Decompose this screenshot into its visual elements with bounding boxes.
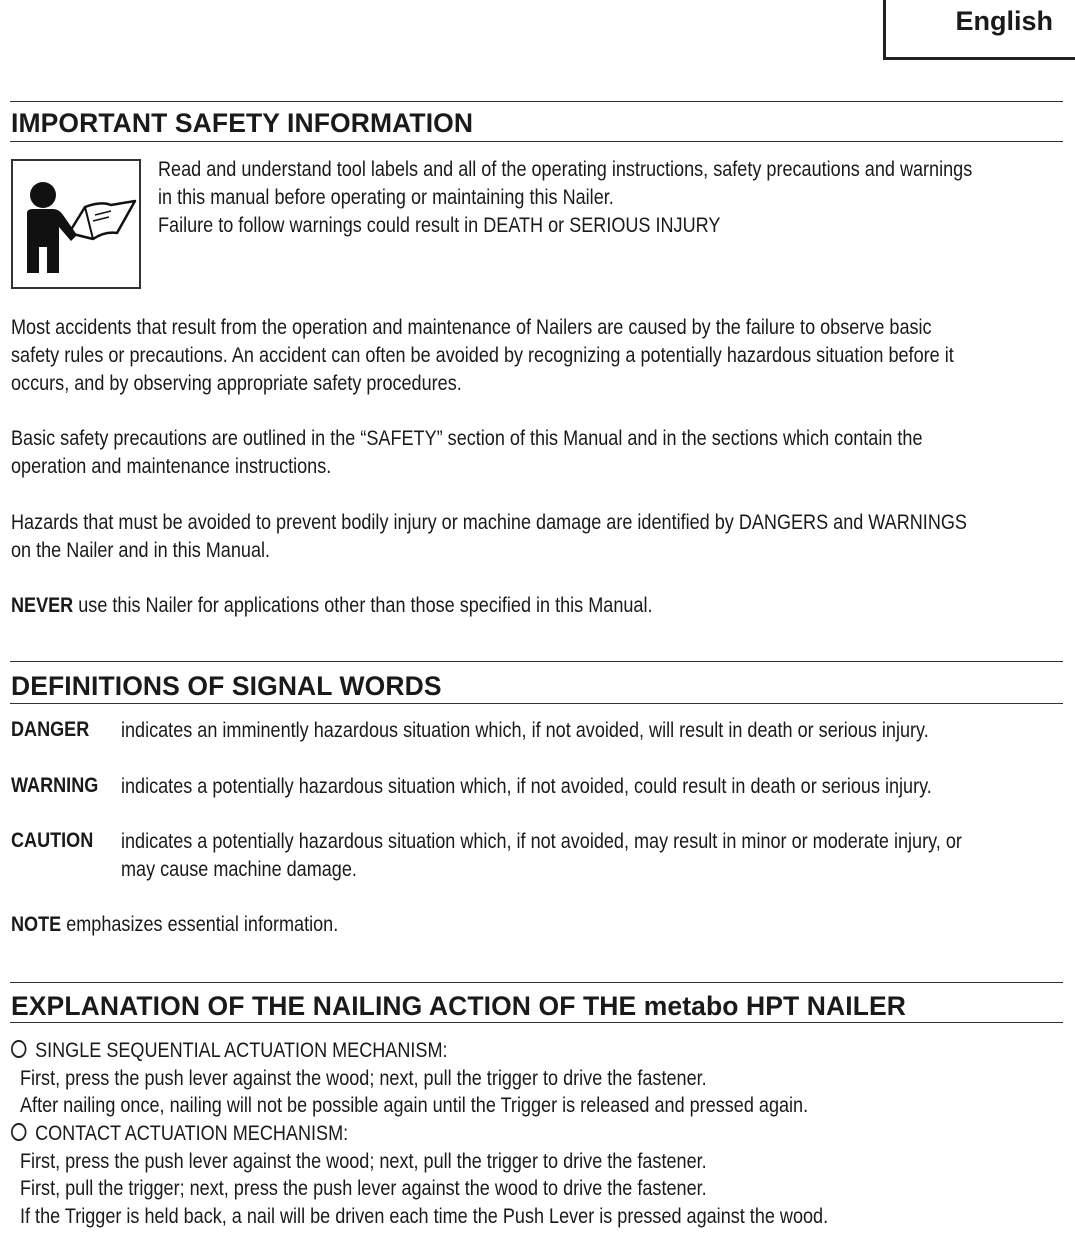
paragraph-line: on the Nailer and in this Manual. (11, 539, 271, 562)
paragraph-line: Most accidents that result from the operation and maintenance of Nailers are caused by the failure to observe basic (11, 316, 932, 339)
section-title-safety: IMPORTANT SAFETY INFORMATION (11, 108, 474, 138)
paragraph-line: operation and maintenance instructions. (11, 455, 332, 478)
intro-line: Read and understand tool labels and all of the operating instructions, safety precautions and warnings (158, 158, 973, 181)
intro-line: in this manual before operating or maintaining this Nailer. (158, 186, 614, 209)
section-rule (10, 982, 1063, 983)
note-label: NOTE (11, 913, 62, 936)
section-rule (10, 1022, 1063, 1023)
circle-bullet-icon (11, 1040, 26, 1058)
section-rule (10, 661, 1063, 662)
contact-heading-text: CONTACT ACTUATION MECHANISM: (35, 1122, 349, 1145)
warning-label: WARNING (11, 774, 99, 797)
single-heading-text: SINGLE SEQUENTIAL ACTUATION MECHANISM: (35, 1039, 448, 1062)
language-tab (883, 0, 1075, 60)
danger-label: DANGER (11, 718, 90, 741)
never-label: NEVER (11, 594, 74, 617)
single-mechanism-heading (11, 1037, 448, 1065)
never-text: use this Nailer for applications other than those specified in this Manual. (78, 594, 653, 617)
paragraph-line: occurs, and by observing appropriate safety procedures. (11, 372, 462, 395)
circle-bullet-icon (11, 1123, 26, 1141)
section-rule (10, 101, 1063, 102)
intro-line: Failure to follow warnings could result in DEATH or SERIOUS INJURY (158, 214, 721, 237)
paragraph-line: safety rules or precautions. An accident can often be avoided by recognizing a potentially hazardous situation before it (11, 344, 954, 367)
mechanism-line: First, press the push lever against the wood; next, pull the trigger to drive the fastener. (20, 1067, 707, 1090)
section-rule (10, 141, 1063, 142)
mechanism-line: After nailing once, nailing will not be possible again until the Trigger is released and pressed again. (20, 1094, 809, 1117)
paragraph-line: Basic safety precautions are outlined in the “SAFETY” section of this Manual and in the sections which contain the (11, 427, 923, 450)
caution-text: indicates a potentially hazardous situation which, if not avoided, may result in minor or moderate injury, or (121, 830, 962, 853)
mechanism-line: First, pull the trigger; next, press the push lever against the wood to drive the fastener. (20, 1177, 707, 1200)
language-label: English (955, 6, 1053, 36)
never-statement (11, 592, 652, 620)
danger-text: indicates an imminently hazardous situation which, if not avoided, will result in death or serious injury. (121, 719, 929, 742)
mechanism-line: If the Trigger is held back, a nail will be driven each time the Push Lever is pressed against the wood. (20, 1205, 829, 1228)
caution-text: may cause machine damage. (121, 858, 357, 881)
section-rule (10, 703, 1063, 704)
read-manual-icon (11, 159, 141, 289)
contact-mechanism-heading (11, 1120, 348, 1148)
section-title-definitions: DEFINITIONS OF SIGNAL WORDS (11, 671, 442, 701)
note-text: emphasizes essential information. (66, 913, 339, 936)
section-title-nailing-action: EXPLANATION OF THE NAILING ACTION OF THE metabo HPT NAILER (11, 991, 907, 1021)
paragraph-line: Hazards that must be avoided to prevent bodily injury or machine damage are identified by DANGERS and WARNINGS (11, 511, 967, 534)
warning-text: indicates a potentially hazardous situation which, if not avoided, could result in death or serious injury. (121, 775, 932, 798)
note-statement (11, 911, 338, 939)
mechanism-line: First, press the push lever against the wood; next, pull the trigger to drive the fastener. (20, 1150, 707, 1173)
caution-label: CAUTION (11, 829, 94, 852)
